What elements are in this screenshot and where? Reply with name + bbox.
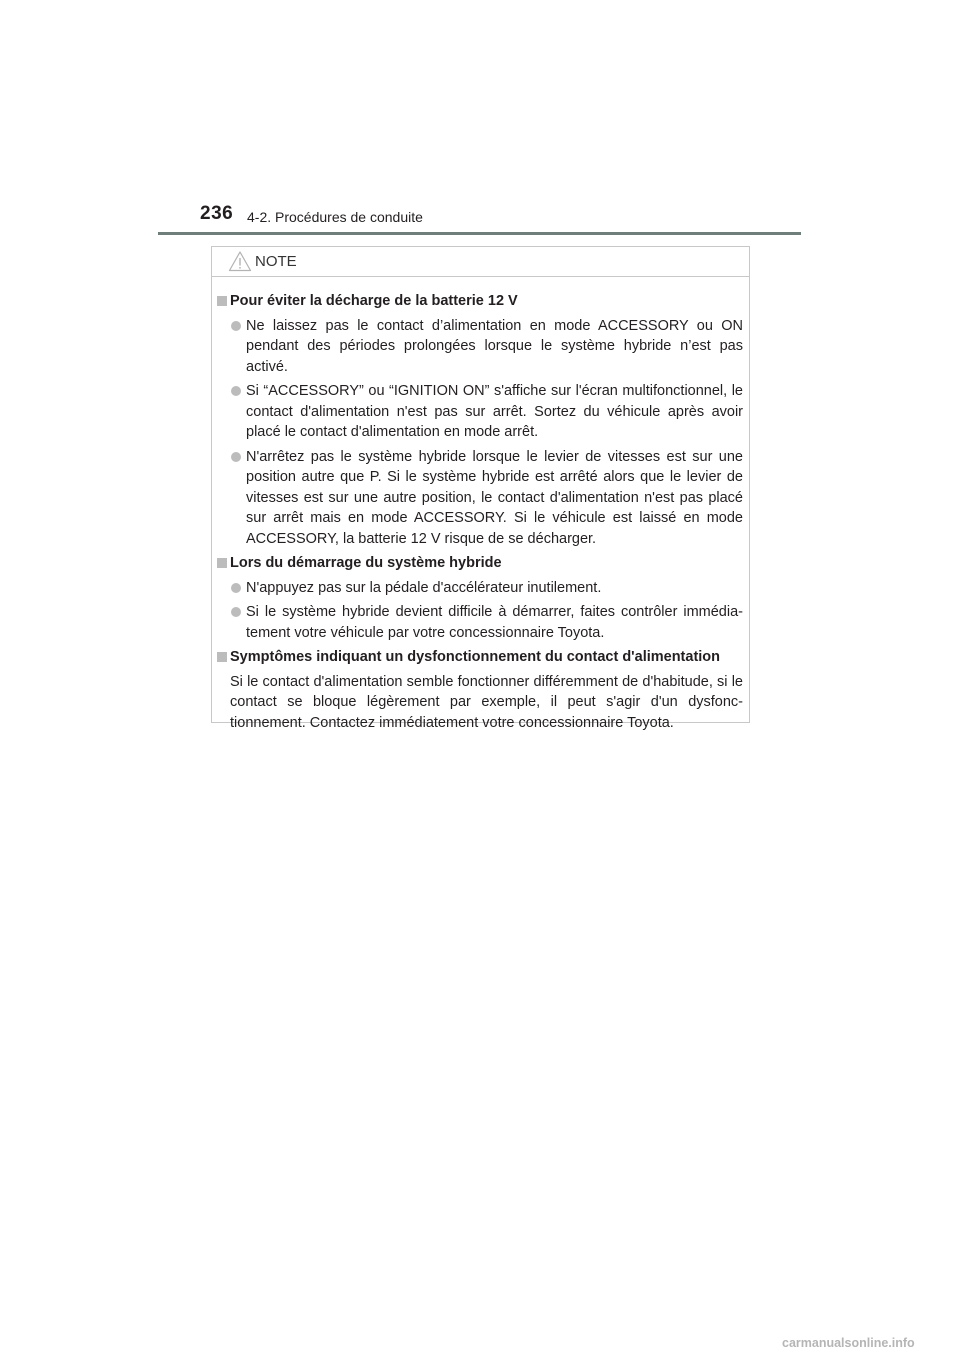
heading-text: Lors du démarrage du système hybride — [230, 555, 502, 571]
note-box — [211, 246, 750, 731]
paragraph: Si le contact d'alimentation semble fonctionner différemment de d'habitude, si le contact se bloque légèrement par exemple, il peut s'agir d'un dysfonc-tionnement. Contactez immédiatement votre concessionnaire Toyota. — [230, 673, 743, 731]
header-rule — [158, 232, 801, 235]
section-heading — [216, 553, 743, 574]
square-bullet-icon — [217, 558, 227, 568]
round-bullet-icon — [231, 452, 241, 462]
list-item — [216, 447, 743, 550]
list-item-text: Ne laissez pas le contact d’alimentation en mode ACCESSORY ou ON pendant des périodes prolongées lorsque le système hybride n’est pas activé. — [246, 317, 743, 375]
round-bullet-icon — [231, 386, 241, 396]
note-header — [212, 247, 749, 277]
list-item — [216, 602, 743, 643]
square-bullet-icon — [217, 652, 227, 662]
page-number: 236 — [200, 203, 234, 224]
note-label: NOTE — [255, 253, 297, 270]
section-title: 4-2. Procédures de conduite — [247, 209, 423, 225]
list-item-text: N'arrêtez pas le système hybride lorsque le levier de vitesses est sur une position autre que P. Si le système hybride est arrêté alors que le levier de vitesses est sur une autre position, le contact d'alimentation n'est pas placé sur arrêt mais en mode ACCESSORY. Si le véhicule est laissé en mode ACCESSORY, la batterie 12 V risque de se décharger. — [246, 448, 743, 547]
note-body — [212, 277, 749, 733]
round-bullet-icon — [231, 583, 241, 593]
list-item — [216, 381, 743, 443]
round-bullet-icon — [231, 607, 241, 617]
list-item-text: Si le système hybride devient difficile à démarrer, faites contrôler immédia-tement votre véhicule par votre concessionnaire Toyota. — [246, 604, 743, 641]
section-heading — [216, 647, 743, 668]
warning-triangle-icon — [228, 250, 252, 272]
round-bullet-icon — [231, 321, 241, 331]
list-item — [216, 578, 743, 599]
list-item-text: Si “ACCESSORY” ou “IGNITION ON” s'affiche sur l'écran multifonctionnel, le contact d'alimentation n'est pas sur arrêt. Sortez du véhicule après avoir placé le contact d'alimentation en mode arrêt. — [246, 383, 743, 440]
list-item — [216, 316, 743, 378]
watermark: carmanualsonline.info — [782, 1336, 915, 1350]
heading-text: Symptômes indiquant un dysfonctionnement du contact d'alimentation — [230, 649, 721, 665]
section-heading — [216, 291, 743, 312]
square-bullet-icon — [217, 296, 227, 306]
list-item-text: N'appuyez pas sur la pédale d'accélérateur inutilement. — [246, 579, 602, 596]
heading-text: Pour éviter la décharge de la batterie 12 V — [230, 293, 518, 309]
